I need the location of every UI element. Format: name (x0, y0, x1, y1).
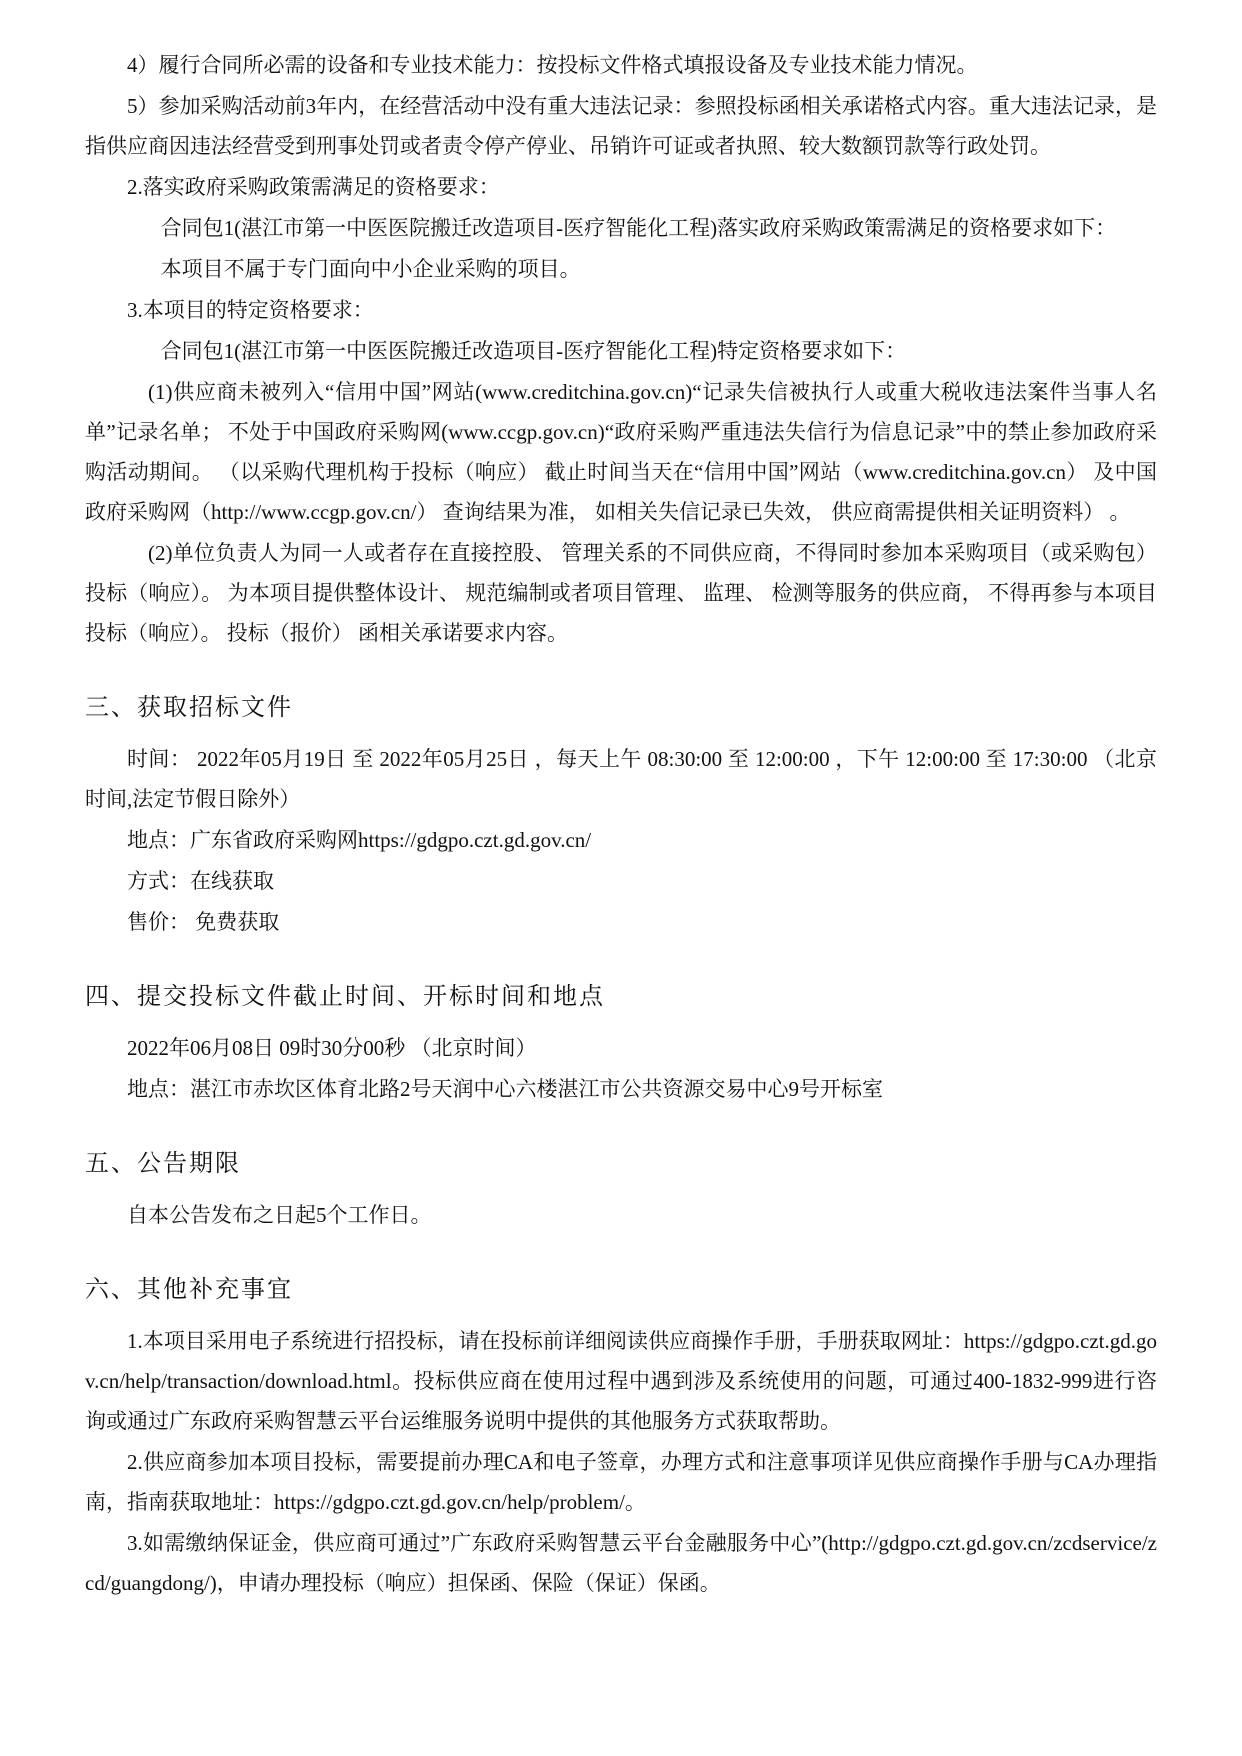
section-heading-other-matters: 六、其他补充事宜 (85, 1277, 293, 1303)
paragraph-electronic-bidding-system: 1.本项目采用电子系统进行招投标，请在投标前详细阅读供应商操作手册，手册获取网址：https://gdgpo.czt.gd.gov.cn/help/transaction/download.html。投标供应商在使用过程中遇到涉及系统使用的问题，可通过400-1832-999进行咨询或通过广东政府采购智慧云平台运维服务说明中提供的其他服务方式获取帮助。 (85, 1329, 1157, 1433)
section-obtain-bidding-documents (85, 691, 1157, 942)
paragraph-not-sme-project: 本项目不属于专门面向中小企业采购的项目。 (160, 257, 581, 281)
paragraph-ca-signature: 2.供应商参加本项目投标，需要提前办理CA和电子签章，办理方式和注意事项详见供应商操作手册与CA办理指南，指南获取地址：https://gdgpo.czt.gd.gov.cn/help/problem/。 (85, 1450, 1157, 1514)
section-qualification-requirements (85, 45, 1157, 653)
paragraph-same-legal-person-rule: (2)单位负责人为同一人或者存在直接控股、 管理关系的不同供应商，不得同时参加本采购项目（或采购包） 投标（响应）。 为本项目提供整体设计、 规范编制或者项目管理、 监理、 检测等服务的供应商， 不得再参与本项目投标（响应）。 投标（报价） 函相关承诺要求内容。 (85, 541, 1157, 645)
paragraph-equipment-capability: 4）履行合同所必需的设备和专业技术能力：按投标文件格式填报设备及专业技术能力情况。 (127, 53, 978, 77)
paragraph-contract-package-specific: 合同包1(湛江市第一中医医院搬迁改造项目-医疗智能化工程)特定资格要求如下： (160, 339, 907, 363)
paragraph-obtain-method: 方式：在线获取 (127, 869, 274, 893)
paragraph-deadline-datetime: 2022年06月08日 09时30分00秒 （北京时间） (127, 1036, 537, 1060)
paragraph-policy-requirements: 2.落实政府采购政策需满足的资格要求： (127, 175, 500, 199)
section-other-supplementary-matters (85, 1273, 1157, 1603)
paragraph-opening-location: 地点：湛江市赤坎区体育北路2号天润中心六楼湛江市公共资源交易中心9号开标室 (127, 1077, 883, 1101)
section-heading-announcement-period: 五、公告期限 (85, 1151, 241, 1177)
paragraph-obtain-location: 地点：广东省政府采购网https://gdgpo.czt.gd.gov.cn/ (127, 828, 592, 852)
paragraph-specific-requirements: 3.本项目的特定资格要求： (127, 298, 374, 322)
paragraph-credit-china-check: (1)供应商未被列入“信用中国”网站(www.creditchina.gov.cn)“记录失信被执行人或重大税收违法案件当事人名单”记录名单； 不处于中国政府采购网(www.ccgp.gov.cn)“政府采购严重违法失信行为信息记录”中的禁止参加政府采购活动期间。 （以采购代理机构于投标（响应） 截止时间当天在“信用中国”网站（www.creditchina.gov.cn） 及中国政府采购网（http://www.ccgp.gov.cn/） 查询结果为准， 如相关失信记录已失效， 供应商需提供相关证明资料） 。 (85, 380, 1157, 524)
paragraph-no-major-violations: 5）参加采购活动前3年内，在经营活动中没有重大违法记录：参照投标函相关承诺格式内容。重大违法记录，是指供应商因违法经营受到刑事处罚或者责令停产停业、吊销许可证或者执照、较大数额罚款等行政处罚。 (85, 94, 1157, 158)
section-announcement-period (85, 1147, 1157, 1235)
paragraph-announcement-duration: 自本公告发布之日起5个工作日。 (127, 1203, 432, 1227)
paragraph-obtain-price: 售价： 免费获取 (127, 910, 280, 934)
section-heading-obtain-documents: 三、获取招标文件 (85, 695, 293, 721)
paragraph-contract-package-policy: 合同包1(湛江市第一中医医院搬迁改造项目-医疗智能化工程)落实政府采购政策需满足的资格要求如下： (160, 216, 1117, 240)
section-bid-deadline-and-opening (85, 980, 1157, 1109)
paragraph-obtain-time: 时间： 2022年05月19日 至 2022年05月25日 ，每天上午 08:30:00 至 12:00:00 ，下午 12:00:00 至 17:30:00 （北京时间,法定节假日除外） (85, 747, 1157, 811)
section-heading-bid-deadline: 四、提交投标文件截止时间、开标时间和地点 (85, 984, 605, 1010)
paragraph-deposit-guarantee: 3.如需缴纳保证金，供应商可通过”广东政府采购智慧云平台金融服务中心”(http://gdgpo.czt.gd.gov.cn/zcdservice/zcd/guangdong/)，申请办理投标（响应）担保函、保险（保证）保函。 (85, 1531, 1157, 1595)
